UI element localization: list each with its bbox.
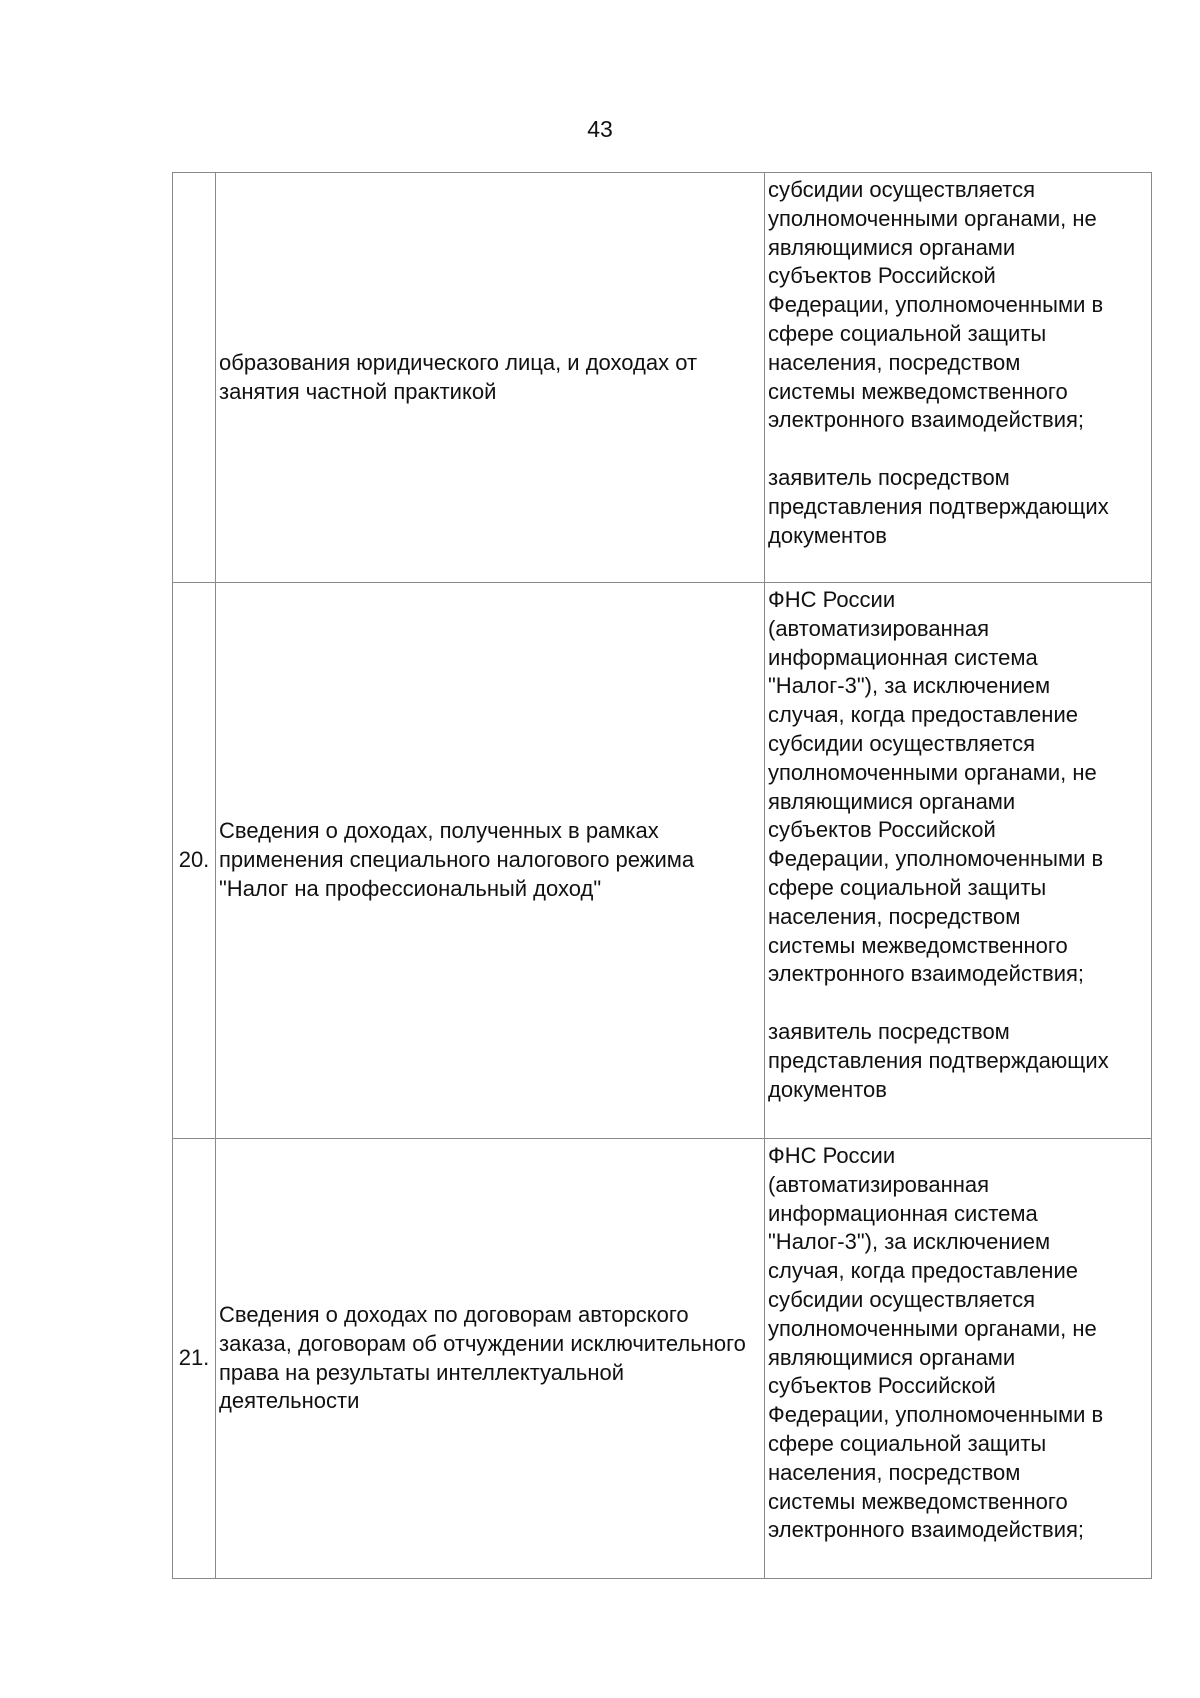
- page-number: 43: [587, 116, 613, 142]
- info-source-primary: ФНС России (автоматизированная информационная система "Налог-3"), за исключением случая, когда предоставление субсидии осуществляется уполномоченными органами, не являющимися органами субъектов Российской Федерации, уполномоченными в сфере социальной защиты населения, посредством системы межведомственного электронного взаимодействия;: [768, 1143, 1104, 1543]
- info-source: [765, 1139, 1152, 1579]
- info-name: Сведения о доходах, полученных в рамках применения специального налогового режима "Налог на профессиональный доход": [216, 583, 765, 1139]
- row-number: 21.: [173, 1139, 216, 1579]
- table-row: [173, 173, 1152, 583]
- info-source-applicant: заявитель посредством представления подтверждающих документов: [768, 464, 1109, 548]
- info-source: [765, 583, 1152, 1139]
- document-table: [172, 172, 1152, 1579]
- info-source-primary: субсидии осуществляется уполномоченными органами, не являющимися органами субъектов Российской Федерации, уполномоченными в сфере социальной защиты населения, посредством системы межведомственного электронного взаимодействия;: [768, 177, 1104, 433]
- info-source-primary: ФНС России (автоматизированная информационная система "Налог-3"), за исключением случая, когда предоставление субсидии осуществляется уполномоченными органами, не являющимися органами субъектов Российской Федерации, уполномоченными в сфере социальной защиты населения, посредством системы межведомственного электронного взаимодействия;: [768, 587, 1104, 987]
- info-source: [765, 173, 1152, 583]
- row-number: [173, 173, 216, 583]
- info-name: образования юридического лица, и доходах от занятия частной практикой: [216, 173, 765, 583]
- row-number: 20.: [173, 583, 216, 1139]
- info-name: Сведения о доходах по договорам авторского заказа, договорам об отчуждении исключительного права на результаты интеллектуальной деятельности: [216, 1139, 765, 1579]
- table-row: [173, 583, 1152, 1139]
- table-row: [173, 1139, 1152, 1579]
- info-source-applicant: заявитель посредством представления подтверждающих документов: [768, 1018, 1109, 1102]
